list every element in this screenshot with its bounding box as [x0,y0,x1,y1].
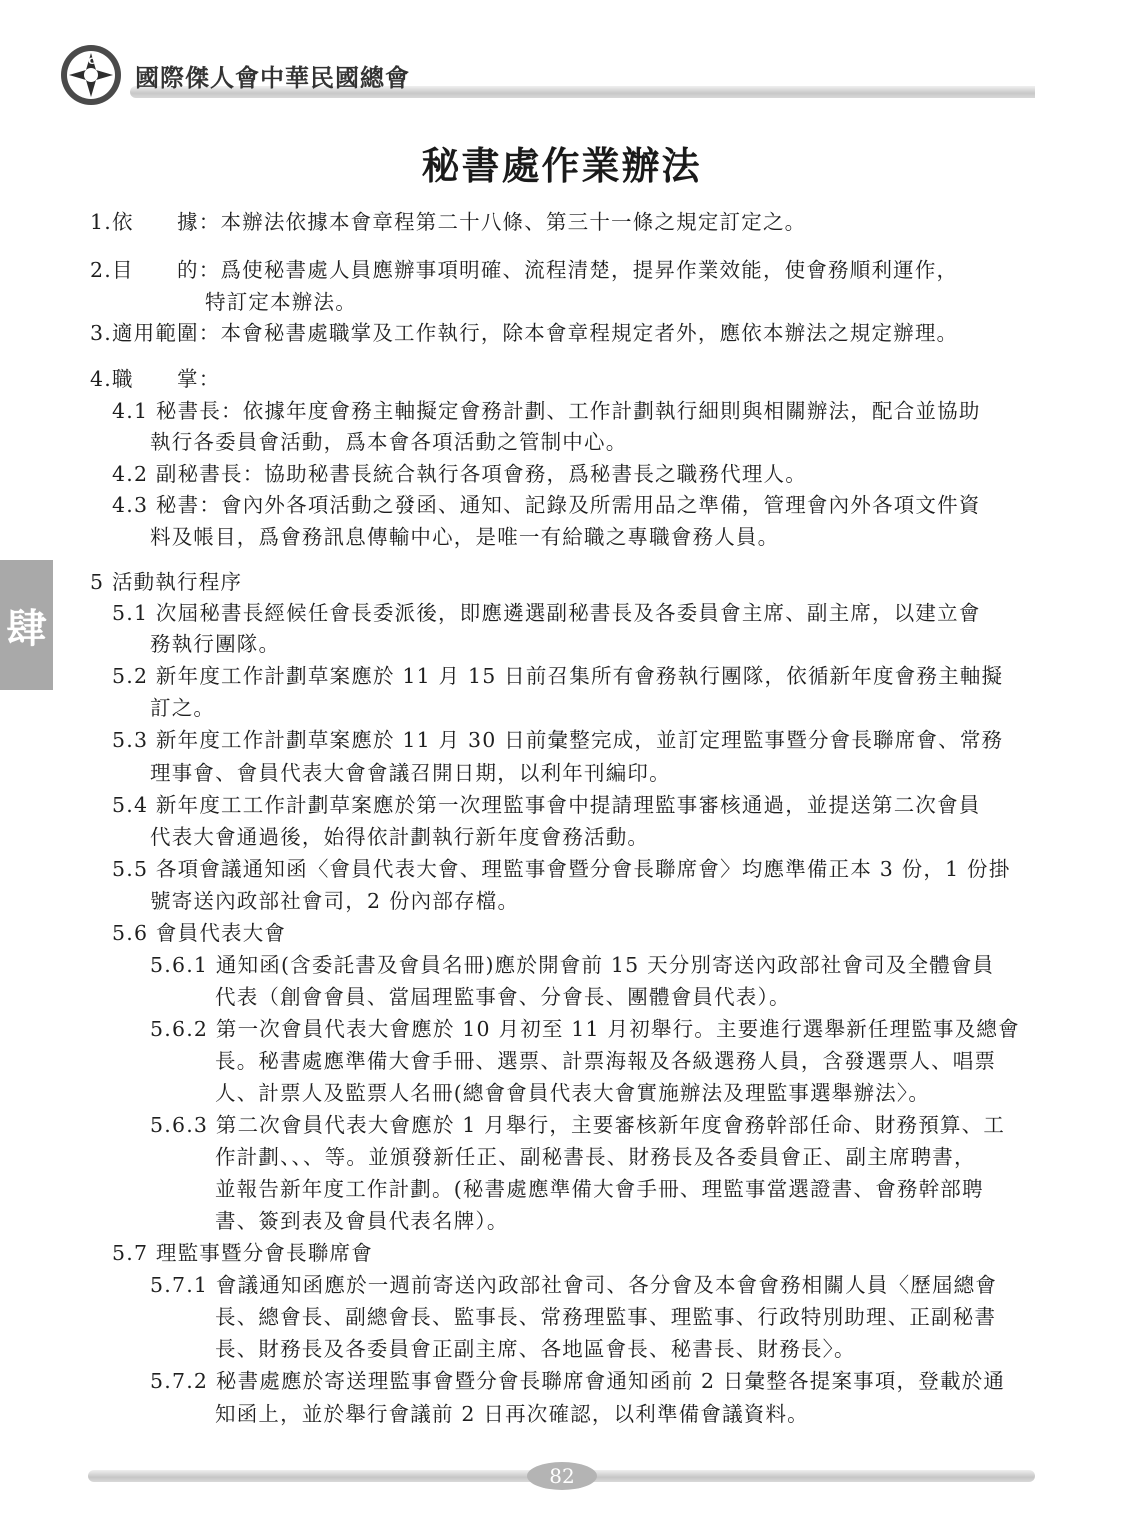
text-line: 5.2 新年度工作計劃草案應於 11 月 15 日前召集所有會務執行團隊，依循新年度會務主軸擬 [112,664,1004,688]
page-title: 秘書處作業辦法 [421,144,702,188]
text-line: 4.3 秘書：會內外各項活動之發函、通知、記錄及所需用品之準備，管理會內外各項文件資 [112,493,981,517]
logo-text: DCS [80,57,102,67]
text-line: 訂之。 [150,696,216,720]
text-line: 2.目 的：爲使秘書處人員應辦事項明確、流程清楚，提昇作業效能，使會務順利運作， [90,258,959,282]
text-line: 人、計票人及監票人名冊(總會會員代表大會實施辦法及理監事選舉辦法〉。 [215,1081,931,1105]
text-line: 5.3 新年度工作計劃草案應於 11 月 30 日前彙整完成，並訂定理監事暨分會長聯席會、常務 [112,728,1004,752]
text-line: 5.7.2 秘書處應於寄送理監事會暨分會長聯席會通知函前 2 日彙整各提案事項，登載於通 [150,1369,1006,1393]
text-line: 號寄送內政部社會司，2 份內部存檔。 [150,889,520,913]
chapter-tab-label: 肆 [6,605,47,652]
text-line: 長。秘書處應準備大會手冊、選票、計票海報及各級選務人員，含發選票人、唱票 [215,1049,997,1073]
text-line: 並報告新年度工作計劃。(秘書處應準備大會手冊、理監事當選證書、會務幹部聘 [215,1177,984,1201]
text-line: 5.6 會員代表大會 [112,921,287,945]
text-line: 5.4 新年度工工作計劃草案應於第一次理監事會中提請理監事審核通過，並提送第二次會員 [112,793,981,817]
text-line: 5.7 理監事暨分會長聯席會 [112,1241,373,1265]
text-line: 4.職 掌： [90,367,221,391]
text-line: 特訂定本辦法。 [205,290,357,314]
text-line: 5.6.2 第一次會員代表大會應於 10 月初至 11 月初舉行。主要進行選舉新任理監事及總會 [150,1017,1020,1041]
text-line: 4.1 秘書長：依據年度會務主軸擬定會務計劃、工作計劃執行細則與相關辦法，配合並協助 [112,399,981,423]
text-line: 執行各委員會活動，爲本會各項活動之管制中心。 [150,430,628,454]
text-line: 長、財務長及各委員會正副主席、各地區會長、秘書長、財務長〉。 [215,1337,856,1361]
dcs-logo-icon [60,44,122,106]
page-header [60,40,1035,110]
text-line: 5 活動執行程序 [90,570,243,594]
page-number-text: 82 [549,1464,575,1488]
text-line: 料及帳目，爲會務訊息傳輸中心，是唯一有給職之專職會務人員。 [150,525,780,549]
text-line: 3.適用範圍：本會秘書處職掌及工作執行，除本會章程規定者外，應依本辦法之規定辦理。 [90,321,959,345]
text-line: 代表大會通過後，始得依計劃執行新年度會務活動。 [150,825,650,849]
page-number [527,1462,597,1490]
text-line: 書、簽到表及會員代表名牌）。 [215,1209,509,1233]
org-name: 國際傑人會中華民國總會 [135,64,410,92]
text-line: 作計劃、、、等。並頒發新任正、副秘書長、財務長及各委員會正、副主席聘書， [215,1145,976,1169]
text-line: 1.依 據：本辦法依據本會章程第二十八條、第三十一條之規定訂定之。 [90,210,807,234]
text-line: 代表（創會會員、當屆理監事會、分會長、團體會員代表）。 [215,985,791,1009]
text-line: 5.7.1 會議通知函應於一週前寄送內政部社會司、各分會及本會會務相關人員〈歷屆總會 [150,1273,998,1297]
text-line: 5.6.1 通知函(含委託書及會員名冊)應於開會前 15 天分別寄送內政部社會司及全體會員 [150,953,995,977]
text-line: 5.5 各項會議通知函〈會員代表大會、理監事會暨分會長聯席會〉均應準備正本 3 份，1 份掛 [112,857,1011,881]
chapter-tab [0,560,53,690]
text-line: 務執行團隊。 [150,632,281,656]
text-line: 5.6.3 第二次會員代表大會應於 1 月舉行，主要審核新年度會務幹部任命、財務預算、工 [150,1113,1006,1137]
text-line: 知函上，並於舉行會議前 2 日再次確認，以利準備會議資料。 [215,1402,809,1426]
text-line: 理事會、會員代表大會會議召開日期，以利年刊編印。 [150,761,671,785]
text-line: 4.2 副秘書長：協助秘書長統合執行各項會務，爲秘書長之職務代理人。 [112,462,807,486]
text-line: 長、總會長、副總會長、監事長、常務理監事、理監事、行政特別助理、正副秘書 [215,1305,997,1329]
text-line: 5.1 次屆秘書長經候任會長委派後，即應遴選副秘書長及各委員會主席、副主席，以建立會 [112,601,981,625]
